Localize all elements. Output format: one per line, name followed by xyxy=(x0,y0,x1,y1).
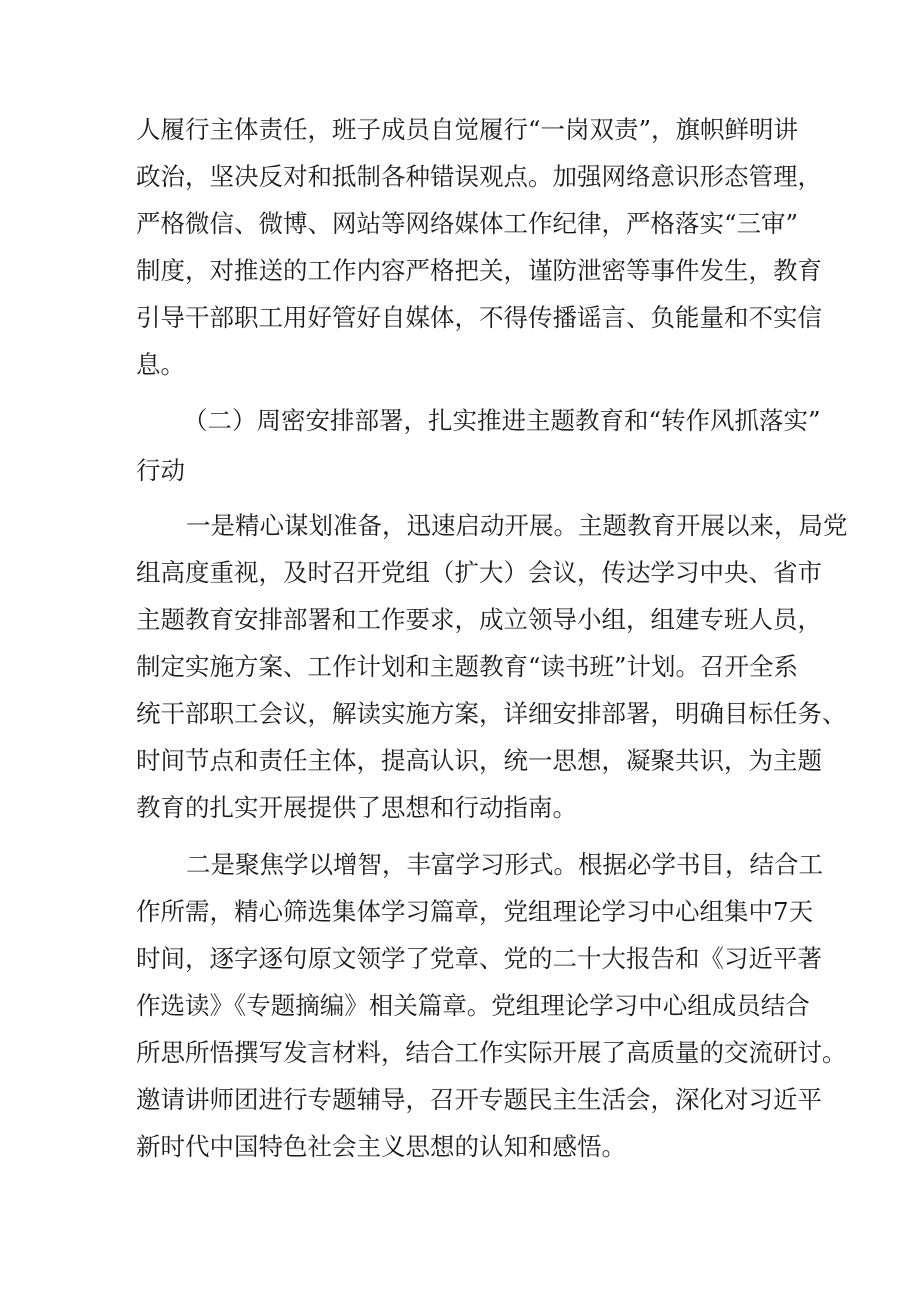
paragraph-line: 人履行主体责任，班子成员自觉履行“一岗双责”，旗帜鲜明讲 xyxy=(136,115,799,144)
paragraph-line: 教育的扎实开展提供了思想和行动指南。 xyxy=(136,793,577,822)
section-heading: 行动 xyxy=(136,456,185,485)
paragraph-line: 息。 xyxy=(136,350,185,379)
paragraph-line: 所思所悟撰写发言材料，结合工作实际开展了高质量的交流研讨。 xyxy=(136,1038,847,1067)
paragraph-line: 时间节点和责任主体，提高认识，统一思想，凝聚共识，为主题 xyxy=(136,746,822,775)
paragraph-line: 一是精心谋划准备，迅速启动开展。主题教育开展以来，局党 xyxy=(186,511,848,540)
paragraph-line: 新时代中国特色社会主义思想的认知和感悟。 xyxy=(136,1132,626,1161)
paragraph-line: 制定实施方案、工作计划和主题教育“读书班”计划。召开全系 xyxy=(136,652,799,681)
paragraph-line: 严格微信、微博、网站等网络媒体工作纪律，严格落实“三审” xyxy=(136,209,799,238)
paragraph-line: 作选读》《专题摘编》相关篇章。党组理论学习中心组成员结合 xyxy=(136,991,810,1020)
paragraph-line: 政治，坚决反对和抵制各种错误观点。加强网络意识形态管理， xyxy=(136,162,822,191)
paragraph-line: 制度，对推送的工作内容严格把关，谨防泄密等事件发生，教育 xyxy=(136,256,822,285)
paragraph-line: 二是聚焦学以增智，丰富学习形式。根据必学书目，结合工 xyxy=(186,850,823,879)
section-heading: （二）周密安排部署，扎实推进主题教育和“转作风抓落实” xyxy=(183,406,821,435)
paragraph-line: 组高度重视，及时召开党组（扩大）会议，传达学习中央、省市 xyxy=(136,558,822,587)
paragraph-line: 邀请讲师团进行专题辅导，召开专题民主生活会，深化对习近平 xyxy=(136,1085,822,1114)
paragraph-line: 作所需，精心筛选集体学习篇章，党组理论学习中心组集中7天 xyxy=(136,897,814,926)
paragraph-line: 引导干部职工用好管好自媒体，不得传播谣言、负能量和不实信 xyxy=(136,303,822,332)
paragraph-line: 统干部职工会议，解读实施方案，详细安排部署，明确目标任务、 xyxy=(136,699,847,728)
paragraph-line: 时间，逐字逐句原文领学了党章、党的二十大报告和《习近平著 xyxy=(136,944,822,973)
paragraph-line: 主题教育安排部署和工作要求，成立领导小组，组建专班人员， xyxy=(136,605,822,634)
